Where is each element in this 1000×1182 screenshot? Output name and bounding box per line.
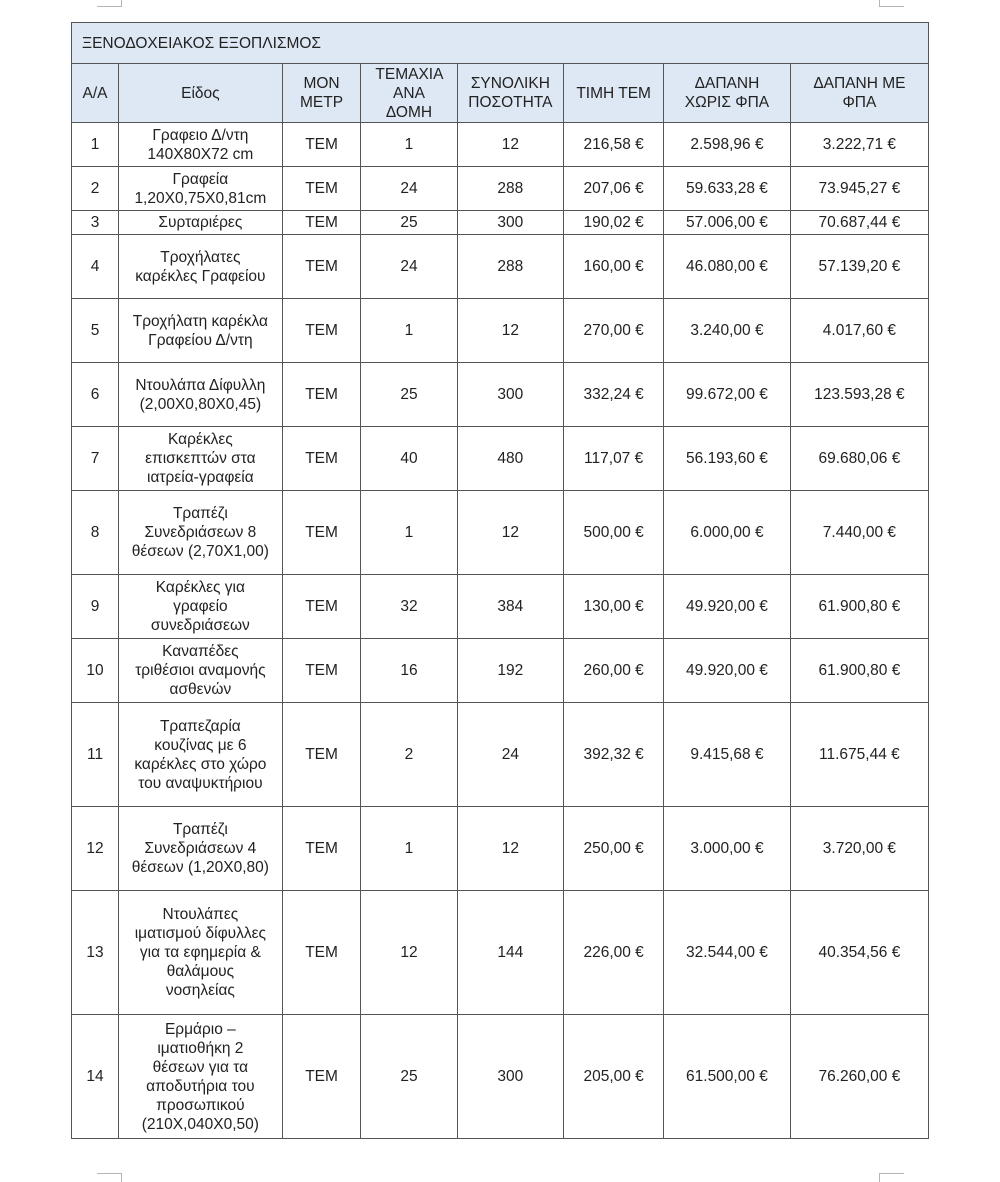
item-description: Ντουλάπα Δίφυλλη (2,00Χ0,80Χ0,45) [119, 363, 283, 427]
unit-price: 332,24 € [564, 363, 664, 427]
cost-with-vat: 57.139,20 € [790, 235, 928, 299]
table-row [72, 427, 929, 491]
unit: ΤΕΜ [282, 427, 361, 491]
unit-price: 226,00 € [564, 891, 664, 1015]
pieces-per-unit: 24 [361, 167, 457, 211]
cost-no-vat: 9.415,68 € [664, 703, 791, 807]
cost-with-vat: 69.680,06 € [790, 427, 928, 491]
unit: ΤΕΜ [282, 807, 361, 891]
table-row [72, 807, 929, 891]
row-number: 11 [72, 703, 119, 807]
pieces-per-unit: 40 [361, 427, 457, 491]
cost-with-vat: 76.260,00 € [790, 1015, 928, 1139]
item-description: Καρέκλες για γραφείο συνεδριάσεων [119, 575, 283, 639]
table-header-row [72, 64, 929, 123]
item-description: Τραπέζι Συνεδριάσεων 8 θέσεων (2,70Χ1,00) [119, 491, 283, 575]
cost-no-vat: 56.193,60 € [664, 427, 791, 491]
unit-price: 216,58 € [564, 123, 664, 167]
pieces-per-unit: 1 [361, 299, 457, 363]
pieces-per-unit: 25 [361, 363, 457, 427]
unit-price: 117,07 € [564, 427, 664, 491]
table-row [72, 363, 929, 427]
pieces-per-unit: 16 [361, 639, 457, 703]
header-unit-price: ΤΙΜΗ ΤΕΜ [564, 64, 664, 123]
total-quantity: 300 [457, 1015, 564, 1139]
cost-no-vat: 61.500,00 € [664, 1015, 791, 1139]
header-aa: Α/Α [72, 64, 119, 123]
row-number: 10 [72, 639, 119, 703]
row-number: 12 [72, 807, 119, 891]
table-title-row [72, 23, 929, 64]
pieces-per-unit: 12 [361, 891, 457, 1015]
total-quantity: 192 [457, 639, 564, 703]
item-description: Τραπέζι Συνεδριάσεων 4 θέσεων (1,20Χ0,80) [119, 807, 283, 891]
unit-price: 207,06 € [564, 167, 664, 211]
unit: ΤΕΜ [282, 891, 361, 1015]
item-description: Τροχήλατες καρέκλες Γραφείου [119, 235, 283, 299]
table-row [72, 1015, 929, 1139]
table-row [72, 639, 929, 703]
row-number: 7 [72, 427, 119, 491]
cost-no-vat: 3.240,00 € [664, 299, 791, 363]
cost-with-vat: 3.222,71 € [790, 123, 928, 167]
item-description: Τροχήλατη καρέκλα Γραφείου Δ/ντη [119, 299, 283, 363]
table-row [72, 703, 929, 807]
item-description: Ντουλάπες ιματισμού δίφυλλες για τα εφημερία & θαλάμους νοσηλείας [119, 891, 283, 1015]
header-cost-no-vat: ΔΑΠΑΝΗ ΧΩΡΙΣ ΦΠΑ [664, 64, 791, 123]
cost-no-vat: 6.000,00 € [664, 491, 791, 575]
cost-with-vat: 70.687,44 € [790, 211, 928, 235]
unit-price: 205,00 € [564, 1015, 664, 1139]
cost-no-vat: 46.080,00 € [664, 235, 791, 299]
cost-with-vat: 61.900,80 € [790, 639, 928, 703]
table-row [72, 123, 929, 167]
table-row [72, 891, 929, 1015]
row-number: 2 [72, 167, 119, 211]
unit-price: 270,00 € [564, 299, 664, 363]
table-row [72, 167, 929, 211]
pieces-per-unit: 1 [361, 491, 457, 575]
total-quantity: 144 [457, 891, 564, 1015]
unit-price: 500,00 € [564, 491, 664, 575]
pieces-per-unit: 2 [361, 703, 457, 807]
table-row [72, 491, 929, 575]
header-unit: ΜΟΝ ΜΕΤΡ [282, 64, 361, 123]
unit: ΤΕΜ [282, 1015, 361, 1139]
total-quantity: 288 [457, 235, 564, 299]
cost-with-vat: 3.720,00 € [790, 807, 928, 891]
item-description: Ερμάριο – ιματιοθήκη 2 θέσεων για τα αποδυτήρια του προσωπικού (210Χ,040Χ0,50) [119, 1015, 283, 1139]
header-cost-with-vat: ΔΑΠΑΝΗ ΜΕ ΦΠΑ [790, 64, 928, 123]
cost-with-vat: 61.900,80 € [790, 575, 928, 639]
pieces-per-unit: 25 [361, 211, 457, 235]
unit: ΤΕΜ [282, 491, 361, 575]
unit: ΤΕΜ [282, 299, 361, 363]
pieces-per-unit: 24 [361, 235, 457, 299]
unit: ΤΕΜ [282, 363, 361, 427]
unit-price: 130,00 € [564, 575, 664, 639]
item-description: Συρταριέρες [119, 211, 283, 235]
unit: ΤΕΜ [282, 123, 361, 167]
cost-no-vat: 32.544,00 € [664, 891, 791, 1015]
header-pieces-per-unit: ΤΕΜΑΧΙΑ ΑΝΑ ΔΟΜΗ [361, 64, 457, 123]
unit-price: 260,00 € [564, 639, 664, 703]
unit: ΤΕΜ [282, 639, 361, 703]
row-number: 6 [72, 363, 119, 427]
item-description: Καρέκλες επισκεπτών στα ιατρεία-γραφεία [119, 427, 283, 491]
crop-mark-top-left [97, 0, 122, 7]
unit: ΤΕΜ [282, 167, 361, 211]
total-quantity: 480 [457, 427, 564, 491]
header-total-quantity: ΣΥΝΟΛΙΚΗ ΠΟΣΟΤΗΤΑ [457, 64, 564, 123]
pieces-per-unit: 1 [361, 807, 457, 891]
row-number: 13 [72, 891, 119, 1015]
cost-no-vat: 2.598,96 € [664, 123, 791, 167]
row-number: 8 [72, 491, 119, 575]
cost-no-vat: 3.000,00 € [664, 807, 791, 891]
equipment-table [71, 22, 929, 1139]
cost-with-vat: 73.945,27 € [790, 167, 928, 211]
crop-mark-top-right [879, 0, 904, 7]
item-description: Γραφειο Δ/ντη 140Χ80Χ72 cm [119, 123, 283, 167]
total-quantity: 288 [457, 167, 564, 211]
item-description: Τραπεζαρία κουζίνας με 6 καρέκλες στο χώρο του αναψυκτήριου [119, 703, 283, 807]
total-quantity: 24 [457, 703, 564, 807]
cost-no-vat: 49.920,00 € [664, 575, 791, 639]
pieces-per-unit: 1 [361, 123, 457, 167]
header-item: Είδος [119, 64, 283, 123]
unit: ΤΕΜ [282, 235, 361, 299]
total-quantity: 300 [457, 363, 564, 427]
row-number: 4 [72, 235, 119, 299]
cost-no-vat: 57.006,00 € [664, 211, 791, 235]
cost-no-vat: 99.672,00 € [664, 363, 791, 427]
row-number: 1 [72, 123, 119, 167]
cost-no-vat: 59.633,28 € [664, 167, 791, 211]
row-number: 5 [72, 299, 119, 363]
unit-price: 250,00 € [564, 807, 664, 891]
unit-price: 160,00 € [564, 235, 664, 299]
table-row [72, 299, 929, 363]
cost-with-vat: 40.354,56 € [790, 891, 928, 1015]
total-quantity: 300 [457, 211, 564, 235]
total-quantity: 12 [457, 491, 564, 575]
table-title: ΞΕΝΟΔΟΧΕΙΑΚΟΣ ΕΞΟΠΛΙΣΜΟΣ [72, 23, 929, 64]
item-description: Καναπέδες τριθέσιοι αναμονής ασθενών [119, 639, 283, 703]
unit-price: 190,02 € [564, 211, 664, 235]
item-description: Γραφεία 1,20Χ0,75Χ0,81cm [119, 167, 283, 211]
total-quantity: 384 [457, 575, 564, 639]
cost-with-vat: 123.593,28 € [790, 363, 928, 427]
unit: ΤΕΜ [282, 703, 361, 807]
table-row [72, 211, 929, 235]
total-quantity: 12 [457, 123, 564, 167]
cost-with-vat: 4.017,60 € [790, 299, 928, 363]
unit: ΤΕΜ [282, 211, 361, 235]
pieces-per-unit: 25 [361, 1015, 457, 1139]
unit: ΤΕΜ [282, 575, 361, 639]
cost-with-vat: 7.440,00 € [790, 491, 928, 575]
total-quantity: 12 [457, 299, 564, 363]
pieces-per-unit: 32 [361, 575, 457, 639]
table-row [72, 575, 929, 639]
row-number: 9 [72, 575, 119, 639]
cost-with-vat: 11.675,44 € [790, 703, 928, 807]
row-number: 14 [72, 1015, 119, 1139]
table-row [72, 235, 929, 299]
cost-no-vat: 49.920,00 € [664, 639, 791, 703]
unit-price: 392,32 € [564, 703, 664, 807]
row-number: 3 [72, 211, 119, 235]
total-quantity: 12 [457, 807, 564, 891]
